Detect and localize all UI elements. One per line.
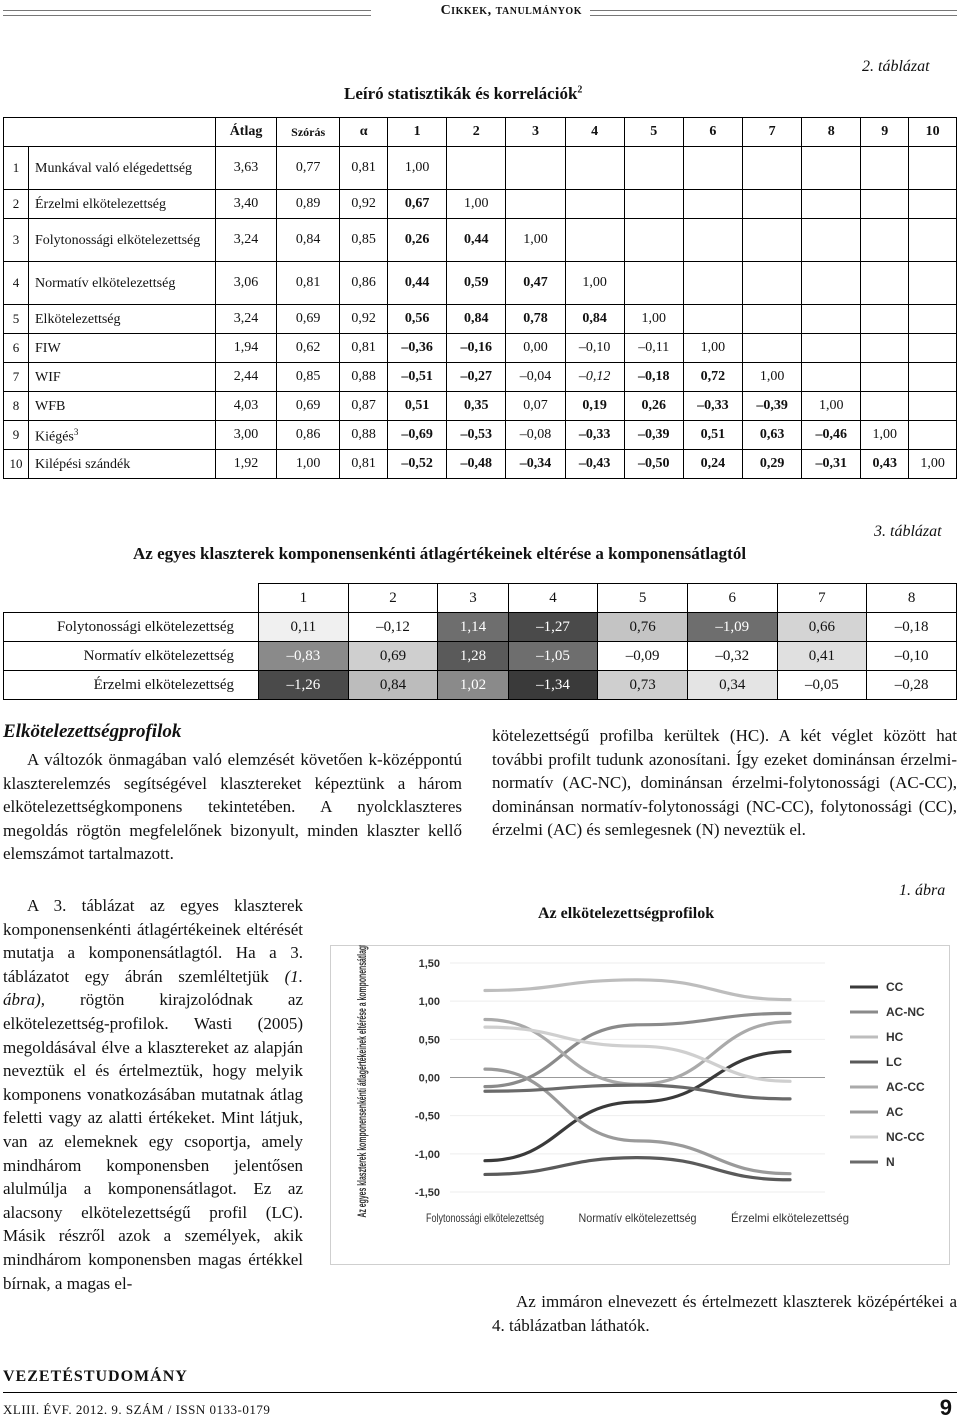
- table-cell: 0,77: [277, 147, 340, 190]
- row-number: 4: [4, 262, 29, 305]
- table-cell: –0,53: [447, 421, 506, 450]
- table-cell: [565, 190, 624, 219]
- table-cell: 0,92: [340, 305, 388, 334]
- table-cell: [861, 363, 909, 392]
- table-cell: 0,29: [743, 450, 802, 479]
- table-cell: 1,00: [861, 421, 909, 450]
- table-cell: 1,92: [216, 450, 277, 479]
- issue-info: XLIII. ÉVF. 2012. 9. SZÁM / ISSN 0133-0179: [3, 1402, 271, 1417]
- table-cell: –0,69: [388, 421, 447, 450]
- right-column-bottom: [492, 1290, 957, 1337]
- table-cell: 0,19: [565, 392, 624, 421]
- row-number: 6: [4, 334, 29, 363]
- table-cell: 1,00: [802, 392, 861, 421]
- table-cell: –1,34: [508, 671, 598, 700]
- table-cell: –0,12: [565, 363, 624, 392]
- table-cell: [909, 190, 957, 219]
- table-cell: 0,11: [259, 613, 349, 642]
- col-header: 7: [777, 584, 867, 613]
- table-cell: 0,00: [506, 334, 565, 363]
- page-number: 9: [939, 1395, 952, 1420]
- table-cell: [683, 147, 742, 190]
- legend-label: NC-CC: [886, 1130, 925, 1144]
- table-cell: [506, 190, 565, 219]
- table-cell: 1,00: [447, 190, 506, 219]
- figure-title: Az elkötelezettségprofilok: [538, 905, 715, 922]
- row-number: 3: [4, 219, 29, 262]
- row-label: Normatív elkötelezettség: [4, 642, 259, 671]
- table-row: [4, 392, 957, 421]
- table-row: [4, 671, 957, 700]
- table-cell: [909, 334, 957, 363]
- table-cell: –0,10: [565, 334, 624, 363]
- table-row: [4, 421, 957, 450]
- legend-label: LC: [886, 1055, 902, 1069]
- row-label: Érzelmi elkötelezettség: [4, 671, 259, 700]
- y-tick-label: 0,00: [418, 1072, 440, 1085]
- y-tick-label: 1,50: [418, 958, 440, 970]
- table-cell: 0,07: [506, 392, 565, 421]
- footer-rule: [3, 1392, 957, 1393]
- paragraph: A változók önmagában való elemzését követően k-középpontú klaszterelemzés segítségével klasztereket képeztünk a három elkötelezettségkomponens tekintetében. A nyolcklaszteres megoldás rögtön megfelelőnek bizonyult, minden klaszter kellő elemszámot tartalmazott.: [3, 750, 462, 864]
- x-tick-label: Normatív elkötelezettség: [578, 1211, 697, 1225]
- table-cell: 1,28: [438, 642, 508, 671]
- section-title: Elkötelezettségprofilok: [3, 721, 182, 742]
- table-cell: –0,33: [565, 421, 624, 450]
- table-cell: [565, 219, 624, 262]
- table-cell: 1,00: [909, 450, 957, 479]
- row-label: Kiégés$^3$: [29, 421, 216, 450]
- table-cell: 0,73: [598, 671, 688, 700]
- paragraph: Az immáron elnevezett és értelmezett klaszterek középértékei a 4. táblázatban láthatók.: [492, 1292, 957, 1335]
- table-cell: 0,26: [388, 219, 447, 262]
- header-rule-left: [3, 10, 371, 16]
- col-header: 3: [438, 584, 508, 613]
- col-header: α: [340, 118, 388, 147]
- y-tick-label: -1,00: [414, 1148, 440, 1161]
- table-row: [4, 262, 957, 305]
- table-cell: 0,81: [277, 262, 340, 305]
- right-column-top: [492, 724, 957, 842]
- table3-caption: 3. táblázat: [874, 523, 942, 540]
- table-cell: 0,56: [388, 305, 447, 334]
- table-cell: [683, 190, 742, 219]
- table-cell: –0,39: [624, 421, 683, 450]
- legend-label: AC-NC: [886, 1005, 925, 1019]
- table-cell: [802, 190, 861, 219]
- table-cell: 0,35: [447, 392, 506, 421]
- table-cell: 4,03: [216, 392, 277, 421]
- table-cell: [909, 305, 957, 334]
- table-cell: 3,00: [216, 421, 277, 450]
- table-cell: 0,26: [624, 392, 683, 421]
- table-cell: [802, 262, 861, 305]
- table-cell: 0,62: [277, 334, 340, 363]
- table-cell: 0,78: [506, 305, 565, 334]
- col-header: Szórás: [277, 118, 340, 147]
- table-cell: [683, 262, 742, 305]
- table-cell: [802, 334, 861, 363]
- row-label: Normatív elkötelezettség: [29, 262, 216, 305]
- table-cell: 3,63: [216, 147, 277, 190]
- table-cell: [624, 219, 683, 262]
- row-label: Folytonossági elkötelezettség: [29, 219, 216, 262]
- x-tick-label: Folytonossági elkötelezettség: [426, 1211, 544, 1225]
- table-cell: [743, 262, 802, 305]
- table-cell: 0,67: [388, 190, 447, 219]
- table-cell: 3,06: [216, 262, 277, 305]
- table-cell: 1,00: [624, 305, 683, 334]
- table-cell: [861, 392, 909, 421]
- left-column-wrap: [3, 894, 303, 1295]
- table-cell: [802, 147, 861, 190]
- legend-label: HC: [886, 1030, 904, 1044]
- table-cell: 1,00: [565, 262, 624, 305]
- table-cell: [802, 305, 861, 334]
- y-axis-label: Az egyes klaszterek komponensenkénti átlagértékeinek eltérése a komponensátlagtól: [355, 945, 369, 1218]
- table-cell: –0,36: [388, 334, 447, 363]
- table-cell: 1,00: [506, 219, 565, 262]
- x-tick-label: Érzelmi elkötelezettség: [731, 1211, 855, 1225]
- table-cell: 0,41: [777, 642, 867, 671]
- table-cell: –0,16: [447, 334, 506, 363]
- col-header: 8: [867, 584, 957, 613]
- table-cell: –0,32: [687, 642, 777, 671]
- table-cell: 0,63: [743, 421, 802, 450]
- col-header: 4: [508, 584, 598, 613]
- col-header: 10: [909, 118, 957, 147]
- table-cell: 1,00: [388, 147, 447, 190]
- table-cell: [743, 334, 802, 363]
- table-cell: 1,14: [438, 613, 508, 642]
- table-cell: 0,86: [340, 262, 388, 305]
- left-column-top: [3, 748, 462, 866]
- table-cell: 3,24: [216, 219, 277, 262]
- table-row: [4, 147, 957, 190]
- row-label: FIW: [29, 334, 216, 363]
- table-cell: 0,34: [687, 671, 777, 700]
- table-cell: 0,88: [340, 421, 388, 450]
- table2-caption: 2. táblázat: [862, 58, 930, 75]
- col-header: 5: [624, 118, 683, 147]
- table-cell: –0,43: [565, 450, 624, 479]
- legend-label: N: [886, 1155, 895, 1169]
- table-cell: 0,76: [598, 613, 688, 642]
- y-tick-label: -1,50: [414, 1187, 440, 1199]
- row-number: 5: [4, 305, 29, 334]
- table-cell: [743, 147, 802, 190]
- table-cell: 0,86: [277, 421, 340, 450]
- table-cell: [743, 190, 802, 219]
- table-cell: 0,87: [340, 392, 388, 421]
- col-header: 8: [802, 118, 861, 147]
- row-number: 10: [4, 450, 29, 479]
- table-cell: 0,84: [565, 305, 624, 334]
- table-cell: 1,00: [743, 363, 802, 392]
- table-cell: [743, 219, 802, 262]
- table-cell: 0,84: [447, 305, 506, 334]
- journal-name: VEZETÉSTUDOMÁNY: [3, 1368, 188, 1385]
- table-cell: [861, 219, 909, 262]
- profile-chart-svg: [330, 945, 950, 1265]
- table-cell: –0,52: [388, 450, 447, 479]
- table-cell: 1,02: [438, 671, 508, 700]
- row-label: Elkötelezettség: [29, 305, 216, 334]
- table-cell: 0,81: [340, 334, 388, 363]
- col-header: Átlag: [216, 118, 277, 147]
- table-cell: [683, 219, 742, 262]
- table-cell: –0,46: [802, 421, 861, 450]
- col-header: 1: [259, 584, 349, 613]
- table-cell: [909, 421, 957, 450]
- table-cell: [861, 190, 909, 219]
- table-cell: –0,48: [447, 450, 506, 479]
- table-row: [4, 305, 957, 334]
- table-row: [4, 642, 957, 671]
- table-cell: 2,44: [216, 363, 277, 392]
- col-header: 3: [506, 118, 565, 147]
- table-cell: [743, 305, 802, 334]
- table-cell: –1,27: [508, 613, 598, 642]
- table-cell: [861, 305, 909, 334]
- table-cell: –0,10: [867, 642, 957, 671]
- table-cell: 0,92: [340, 190, 388, 219]
- legend-label: AC-CC: [886, 1080, 925, 1094]
- row-number: 7: [4, 363, 29, 392]
- table-cell: –0,51: [388, 363, 447, 392]
- row-number: 8: [4, 392, 29, 421]
- table-cell: [909, 262, 957, 305]
- table3: [3, 583, 957, 700]
- table2: [3, 117, 957, 479]
- table-cell: 0,66: [777, 613, 867, 642]
- table-cell: [909, 392, 957, 421]
- table-cell: –0,39: [743, 392, 802, 421]
- col-header: 2: [447, 118, 506, 147]
- col-header: 1: [388, 118, 447, 147]
- col-header: 6: [683, 118, 742, 147]
- table-row: [4, 190, 957, 219]
- row-number: 1: [4, 147, 29, 190]
- table-cell: 0,85: [340, 219, 388, 262]
- paragraph: kötelezettségű profilba kerültek (HC). A két véglet között hat további profilt tudunk azonosítani. Így ezeket dominánsan érzelmi-normatív (AC-NC), dominánsan érzelmi-folytonossági (AC-CC), dominánsan normatív-folytonossági (NC-CC), folytonossági (CC), érzelmi (AC) és semlegesnek (N) neveztük el.: [492, 726, 957, 840]
- table-cell: –0,04: [506, 363, 565, 392]
- table-cell: 3,24: [216, 305, 277, 334]
- table-cell: 0,51: [683, 421, 742, 450]
- table-cell: [624, 147, 683, 190]
- table-cell: –0,05: [777, 671, 867, 700]
- table-cell: –0,33: [683, 392, 742, 421]
- col-header: 9: [861, 118, 909, 147]
- table-cell: 1,94: [216, 334, 277, 363]
- table-row: [4, 334, 957, 363]
- table-cell: [565, 147, 624, 190]
- col-header: 4: [565, 118, 624, 147]
- table-cell: 0,89: [277, 190, 340, 219]
- table-cell: 3,40: [216, 190, 277, 219]
- legend-label: CC: [886, 980, 904, 994]
- profile-chart: [330, 945, 950, 1265]
- table-row: [4, 363, 957, 392]
- table-cell: –0,27: [447, 363, 506, 392]
- row-label: Folytonossági elkötelezettség: [4, 613, 259, 642]
- table-cell: –0,31: [802, 450, 861, 479]
- table-cell: 0,44: [388, 262, 447, 305]
- table-cell: –0,09: [598, 642, 688, 671]
- table-cell: 0,47: [506, 262, 565, 305]
- col-header: 5: [598, 584, 688, 613]
- table-cell: –0,18: [624, 363, 683, 392]
- table-cell: [861, 334, 909, 363]
- table-cell: 0,69: [348, 642, 438, 671]
- table-cell: –1,05: [508, 642, 598, 671]
- table-cell: –0,50: [624, 450, 683, 479]
- table-cell: 0,51: [388, 392, 447, 421]
- table-cell: –0,83: [259, 642, 349, 671]
- row-label: Munkával való elégedettség: [29, 147, 216, 190]
- table-cell: [802, 363, 861, 392]
- section-header: Cikkek, tanulmányok: [440, 3, 582, 18]
- table-cell: 0,69: [277, 392, 340, 421]
- table-cell: [909, 147, 957, 190]
- table-cell: [802, 219, 861, 262]
- table-cell: 0,24: [683, 450, 742, 479]
- table-cell: –0,08: [506, 421, 565, 450]
- y-tick-label: 1,00: [418, 996, 440, 1009]
- table-cell: 0,59: [447, 262, 506, 305]
- table-cell: –1,26: [259, 671, 349, 700]
- figure-caption: 1. ábra: [899, 882, 946, 899]
- row-number: 9: [4, 421, 29, 450]
- table-cell: [861, 262, 909, 305]
- table-cell: 0,72: [683, 363, 742, 392]
- table-cell: 0,88: [340, 363, 388, 392]
- table-cell: [909, 219, 957, 262]
- table-cell: 0,81: [340, 450, 388, 479]
- table-cell: 1,00: [277, 450, 340, 479]
- table-cell: 0,84: [277, 219, 340, 262]
- table-cell: 1,00: [683, 334, 742, 363]
- table-cell: [624, 262, 683, 305]
- table-cell: –0,18: [867, 613, 957, 642]
- table-cell: 0,69: [277, 305, 340, 334]
- col-header: 7: [743, 118, 802, 147]
- y-tick-label: 0,50: [418, 1034, 440, 1047]
- table-cell: [447, 147, 506, 190]
- table-cell: [861, 147, 909, 190]
- row-label: WFB: [29, 392, 216, 421]
- table-cell: 0,81: [340, 147, 388, 190]
- paragraph: A 3. táblázat az egyes klaszterek komponensenkénti átlagértékeinek eltérését mutatja a komponensátlagtól. Ha a 3. táblázatot egy ábrán szemléltetjük (1. ábra), rögtön kirajzolódnak az elkötelezettség-profilok. Wasti (2005) megoldásával élve a klasztereket az alapján neveztük el és értelmeztük, hogy melyik komponens vonatkozásában mutatnak átlag feletti vagy az alatti értékeket. Mint látjuk, van az elemeknek egy csoportja, amely mindhárom komponensben jelentősen alulmúlja a komponensátlagot. Ez az alacsony elkötelezettségű profil (LC). Másik részről azok a személyek, akik mindhárom komponensben magas értékkel bírnak, a magas el-: [3, 896, 303, 1293]
- table-cell: –0,28: [867, 671, 957, 700]
- table-cell: 0,44: [447, 219, 506, 262]
- row-label: WIF: [29, 363, 216, 392]
- table-row: [4, 219, 957, 262]
- row-label: Érzelmi elkötelezettség: [29, 190, 216, 219]
- table-cell: [624, 190, 683, 219]
- col-header: 6: [687, 584, 777, 613]
- legend-label: AC: [886, 1105, 904, 1119]
- table2-title: Leíró statisztikák és korrelációk$^2$: [344, 84, 583, 103]
- row-label: Kilépési szándék: [29, 450, 216, 479]
- table-cell: [909, 363, 957, 392]
- table-cell: [506, 147, 565, 190]
- table-cell: 0,84: [348, 671, 438, 700]
- table-cell: 0,85: [277, 363, 340, 392]
- table-cell: [683, 305, 742, 334]
- table-cell: –0,34: [506, 450, 565, 479]
- table-row: [4, 450, 957, 479]
- row-number: 2: [4, 190, 29, 219]
- table3-title: Az egyes klaszterek komponensenkénti átlagértékeinek eltérése a komponensátlagtól: [133, 544, 747, 563]
- table-cell: 0,43: [861, 450, 909, 479]
- table-cell: –0,11: [624, 334, 683, 363]
- y-tick-label: -0,50: [414, 1110, 440, 1123]
- table-cell: –1,09: [687, 613, 777, 642]
- col-header: 2: [348, 584, 438, 613]
- header-rule-right: [590, 10, 957, 16]
- table-cell: –0,12: [348, 613, 438, 642]
- table-row: [4, 613, 957, 642]
